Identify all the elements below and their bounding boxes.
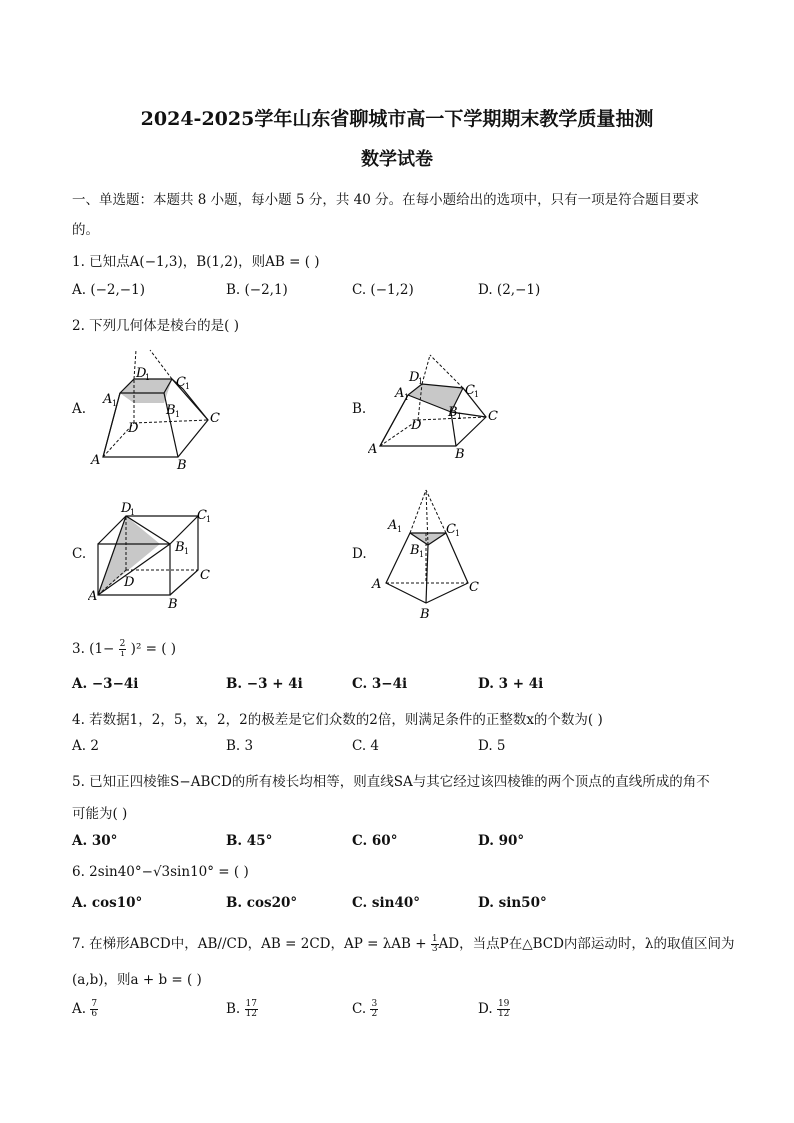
q7-option-d-num: 19 xyxy=(497,999,510,1009)
q4-option-c[interactable]: C. 4 xyxy=(352,738,380,754)
q2-option-a[interactable]: A. xyxy=(72,401,87,417)
question-2-stem: 2. 下列几何体是棱台的是( ) xyxy=(72,318,239,334)
q2-figure-d xyxy=(368,485,508,629)
q7-option-c-label: C. xyxy=(352,1001,367,1017)
label-c: C xyxy=(200,568,210,583)
q5-option-d[interactable]: D. 90° xyxy=(478,833,525,849)
q7-frac-den: 3 xyxy=(431,944,438,954)
q7-frac-num: 1 xyxy=(431,934,438,944)
label-b: B xyxy=(420,607,430,622)
q7-option-c[interactable] xyxy=(352,1000,378,1019)
label-c1: C xyxy=(197,508,207,523)
q6-option-b[interactable]: B. cos20° xyxy=(226,895,298,911)
label-a1: A xyxy=(103,392,113,407)
label-d1: D xyxy=(121,501,132,516)
label-c1: C xyxy=(446,522,456,537)
label-d1-sub: 1 xyxy=(418,377,424,386)
q7-stem-pre: 7. 在梯形ABCD中，AB//CD，AB = 2CD，AP = λAB + xyxy=(72,936,431,952)
label-c: C xyxy=(469,580,479,595)
q5-option-b[interactable]: B. 45° xyxy=(226,833,273,849)
question-5-stem-line2: 可能为( ) xyxy=(72,806,128,822)
question-6-stem: 6. 2sin40°−√3sin10° = ( ) xyxy=(72,864,249,880)
q6-option-d[interactable]: D. sin50° xyxy=(478,895,547,911)
label-a: A xyxy=(372,577,382,592)
question-1-stem: 1. 已知点A(−1,3)，B(1,2)，则AB = ( ) xyxy=(72,254,320,270)
label-b: B xyxy=(168,597,178,612)
q1-option-a[interactable]: A. (−2,−1) xyxy=(72,282,145,298)
label-c: C xyxy=(488,409,498,424)
label-c1-sub: 1 xyxy=(206,515,212,524)
q4-option-d[interactable]: D. 5 xyxy=(478,738,506,754)
label-c1-sub: 1 xyxy=(474,390,480,399)
q5-option-a[interactable]: A. 30° xyxy=(72,833,118,849)
q2-option-b[interactable]: B. xyxy=(352,401,367,417)
q2-option-c[interactable]: C. xyxy=(72,546,87,562)
label-a: A xyxy=(88,589,98,604)
q7-fraction xyxy=(431,935,439,954)
q4-option-a[interactable]: A. 2 xyxy=(72,738,99,754)
section-instructions-line1: 一、单选题：本题共 8 小题，每小题 5 分，共 40 分。在每小题给出的选项中，只有一项是符合题目要求 xyxy=(72,192,700,208)
q3-option-c[interactable]: C. 3−4i xyxy=(352,676,408,692)
q6-option-a[interactable]: A. cos10° xyxy=(72,895,143,911)
label-c1: C xyxy=(465,383,475,398)
q7-option-b[interactable] xyxy=(226,1000,258,1019)
label-c1: C xyxy=(176,375,186,390)
question-4-stem: 4. 若数据1，2，5，x，2，2的极差是它们众数的2倍，则满足条件的正整数x的个数为( ) xyxy=(72,712,603,728)
q7-option-c-num: 3 xyxy=(371,999,378,1009)
q7-option-a[interactable] xyxy=(72,1000,98,1019)
q3-option-d[interactable]: D. 3 + 4i xyxy=(478,676,544,692)
q7-option-a-frac xyxy=(90,1000,98,1019)
q7-option-a-num: 7 xyxy=(91,999,98,1009)
q1-option-b[interactable]: B. (−2,1) xyxy=(226,282,288,298)
q7-option-a-label: A. xyxy=(72,1001,87,1017)
q3-fraction xyxy=(119,640,127,659)
question-7-stem-line2: (a,b)，则a + b = ( ) xyxy=(72,972,202,988)
q3-frac-num: 2 xyxy=(119,639,126,649)
label-b1-sub: 1 xyxy=(184,547,190,556)
label-b1-sub: 1 xyxy=(175,410,181,419)
label-d: D xyxy=(411,418,422,433)
label-b1: B xyxy=(175,540,185,555)
q7-option-c-frac xyxy=(370,1000,378,1019)
label-b1: B xyxy=(410,543,420,558)
q3-option-b[interactable]: B. −3 + 4i xyxy=(226,676,303,692)
q7-option-a-den: 6 xyxy=(91,1009,98,1019)
q7-option-d-frac xyxy=(497,1000,510,1019)
q7-option-d-den: 12 xyxy=(497,1009,510,1019)
label-b1: B xyxy=(448,405,458,420)
q2-figure-b xyxy=(368,350,508,469)
question-7-stem-line1 xyxy=(72,932,734,954)
q1-option-c[interactable]: C. (−1,2) xyxy=(352,282,414,298)
label-d1-sub: 1 xyxy=(130,508,136,517)
question-5-stem-line1: 5. 已知正四棱锥S−ABCD的所有棱长均相等，则直线SA与其它经过该四棱锥的两个顶点的直线所成的角不 xyxy=(72,774,710,790)
label-b: B xyxy=(455,447,465,462)
label-b1: B xyxy=(166,403,176,418)
label-b1-sub: 1 xyxy=(419,550,425,559)
q7-option-c-den: 2 xyxy=(371,1009,378,1019)
q2-option-d[interactable]: D. xyxy=(352,546,367,562)
q3-stem-pre: 3. (1− xyxy=(72,641,115,657)
label-d1: D xyxy=(409,370,420,385)
q6-option-c[interactable]: C. sin40° xyxy=(352,895,420,911)
question-3-stem xyxy=(72,640,176,659)
label-b: B xyxy=(177,458,187,473)
q1-option-d[interactable]: D. (2,−1) xyxy=(478,282,541,298)
q2-figure-c xyxy=(88,500,228,619)
q7-option-d-label: D. xyxy=(478,1001,493,1017)
q7-stem-post: AD，当点P在△BCD内部运动时，λ的取值区间为 xyxy=(438,936,735,952)
q3-stem-post: )² = ( ) xyxy=(130,641,177,657)
label-a1-sub: 1 xyxy=(404,393,410,402)
q7-option-b-den: 12 xyxy=(245,1009,257,1019)
label-a1-sub: 1 xyxy=(112,399,118,408)
label-a1: A xyxy=(388,518,398,533)
label-c1-sub: 1 xyxy=(185,382,191,391)
page-title: 2024-2025学年山东省聊城市高一下学期期末教学质量抽测 xyxy=(140,108,654,130)
label-a1: A xyxy=(395,386,405,401)
label-c1-sub: 1 xyxy=(455,529,461,538)
page-subtitle: 数学试卷 xyxy=(361,149,433,170)
q7-option-b-label: B. xyxy=(226,1001,241,1017)
q3-frac-den: i xyxy=(121,649,124,659)
q7-option-d[interactable] xyxy=(478,1000,510,1019)
label-d1-sub: 1 xyxy=(145,373,151,382)
label-d: D xyxy=(124,575,135,590)
q5-option-c[interactable]: C. 60° xyxy=(352,833,398,849)
section-instructions-line2: 的。 xyxy=(72,222,99,238)
label-c: C xyxy=(210,411,220,426)
label-a1-sub: 1 xyxy=(397,525,403,534)
q3-option-a[interactable]: A. −3−4i xyxy=(72,676,139,692)
label-b1-sub: 1 xyxy=(457,412,463,421)
label-d1: D xyxy=(136,366,147,381)
label-d: D xyxy=(128,421,139,436)
label-a: A xyxy=(368,442,378,457)
q4-option-b[interactable]: B. 3 xyxy=(226,738,254,754)
q7-option-b-frac xyxy=(245,1000,258,1019)
q7-option-b-num: 17 xyxy=(245,999,257,1009)
q2-figure-a xyxy=(88,345,228,479)
label-a: A xyxy=(91,453,101,468)
